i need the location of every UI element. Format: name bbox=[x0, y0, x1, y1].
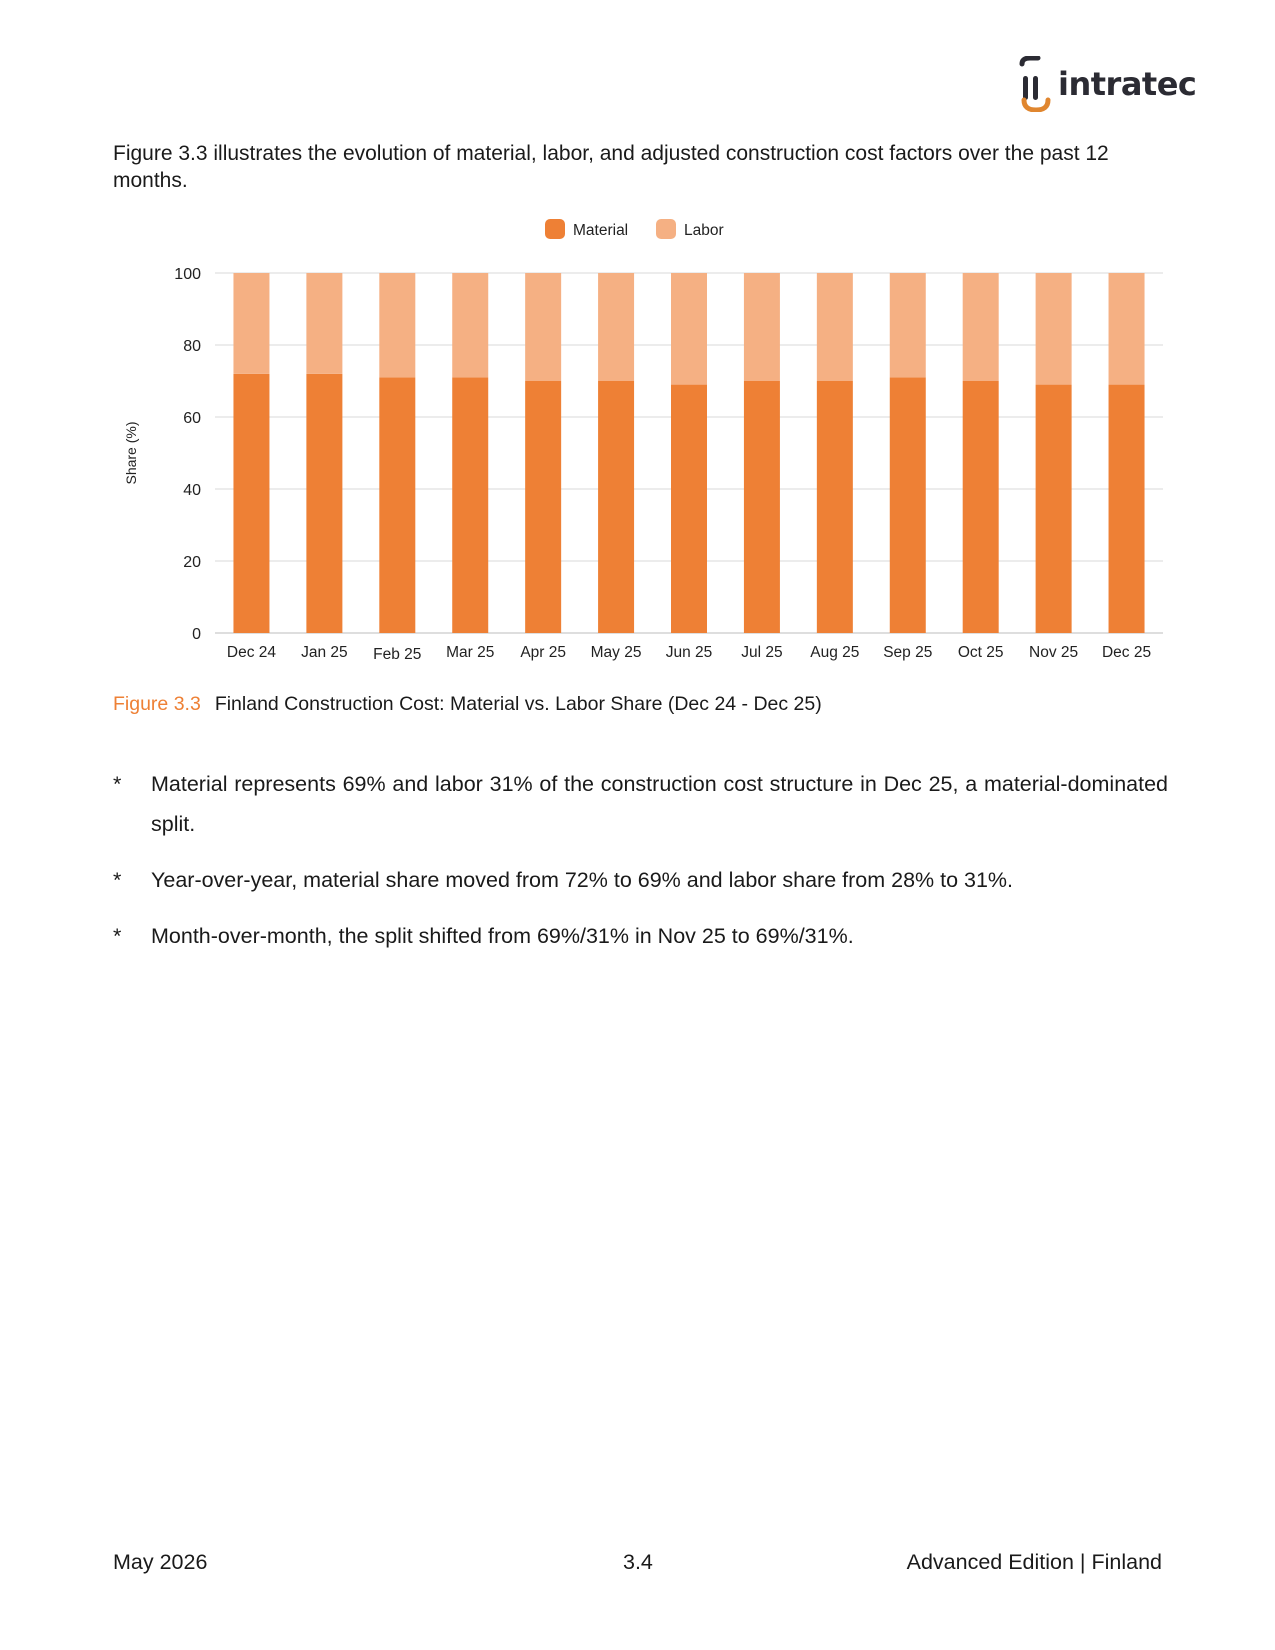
y-tick-label: 60 bbox=[183, 410, 201, 427]
y-tick-label: 0 bbox=[192, 626, 201, 643]
x-tick-label: Jul 25 bbox=[741, 644, 783, 661]
bar-material bbox=[598, 381, 634, 633]
figure-caption bbox=[113, 691, 822, 717]
footer-page-number: 3.4 bbox=[623, 1550, 653, 1574]
logo-wordmark: intratec bbox=[1058, 65, 1197, 103]
x-tick-label: Jun 25 bbox=[665, 644, 713, 661]
x-tick-label: Oct 25 bbox=[957, 644, 1004, 661]
bar-material bbox=[817, 381, 853, 633]
bullet-item bbox=[113, 860, 1168, 900]
x-tick-label: Sep 25 bbox=[883, 644, 933, 661]
legend-swatch bbox=[545, 219, 565, 239]
legend-label: Labor bbox=[684, 222, 724, 239]
bar-labor bbox=[1036, 273, 1072, 385]
bar-labor bbox=[452, 273, 488, 377]
x-tick-label: Feb 25 bbox=[373, 646, 422, 663]
bar-material bbox=[452, 377, 488, 633]
bar-labor bbox=[233, 273, 269, 374]
bullet-list bbox=[113, 764, 1168, 972]
y-axis-label: Share (%) bbox=[123, 421, 139, 485]
bar-material bbox=[963, 381, 999, 633]
bullet-text: Material represents 69% and labor 31% of the construction cost structure in Dec 25, a material-dominated split. bbox=[151, 772, 1168, 836]
legend-label: Material bbox=[573, 222, 629, 239]
x-tick-label: May 25 bbox=[590, 644, 642, 661]
bar-labor bbox=[671, 273, 707, 385]
figure-number: Figure 3.3 bbox=[113, 693, 201, 715]
bullet-text: Month-over-month, the split shifted from 69%/31% in Nov 25 to 69%/31%. bbox=[151, 924, 854, 948]
footer-date: May 2026 bbox=[113, 1550, 208, 1574]
legend-swatch bbox=[656, 219, 676, 239]
x-tick-label: Jan 25 bbox=[301, 644, 348, 661]
bar-material bbox=[1109, 385, 1145, 633]
bar-material bbox=[306, 374, 342, 633]
bullet-item bbox=[113, 764, 1168, 844]
bar-labor bbox=[306, 273, 342, 374]
logo-mark-icon bbox=[1018, 56, 1058, 112]
bar-labor bbox=[379, 273, 415, 377]
bar-labor bbox=[890, 273, 926, 377]
bar-material bbox=[525, 381, 561, 633]
y-tick-label: 40 bbox=[183, 482, 201, 499]
x-tick-label: Mar 25 bbox=[446, 644, 495, 661]
bar-material bbox=[744, 381, 780, 633]
bar-material bbox=[233, 374, 269, 633]
bar-labor bbox=[963, 273, 999, 381]
bullet-item bbox=[113, 916, 1168, 956]
figure-caption-text: Finland Construction Cost: Material vs. Labor Share (Dec 24 - Dec 25) bbox=[214, 693, 822, 715]
x-tick-label: Dec 25 bbox=[1101, 644, 1152, 661]
x-tick-label: Dec 24 bbox=[226, 644, 277, 661]
stacked-bar-chart bbox=[0, 205, 1275, 675]
bar-material bbox=[379, 377, 415, 633]
bar-labor bbox=[525, 273, 561, 381]
bar-material bbox=[1036, 385, 1072, 633]
bar-material bbox=[890, 377, 926, 633]
x-tick-label: Nov 25 bbox=[1029, 644, 1079, 661]
bar-labor bbox=[1109, 273, 1145, 385]
intratec-logo bbox=[1018, 56, 1197, 112]
bar-material bbox=[671, 385, 707, 633]
bullet-text: Year-over-year, material share moved from 72% to 69% and labor share from 28% to 31%. bbox=[151, 868, 1014, 892]
bar-labor bbox=[598, 273, 634, 381]
bullet-marker: * bbox=[113, 868, 122, 892]
y-tick-label: 80 bbox=[183, 338, 201, 355]
x-tick-label: Apr 25 bbox=[520, 644, 566, 661]
x-tick-label: Aug 25 bbox=[810, 644, 860, 661]
bullet-marker: * bbox=[113, 772, 122, 796]
y-tick-label: 20 bbox=[183, 554, 201, 571]
footer-edition: Advanced Edition | Finland bbox=[906, 1550, 1162, 1574]
bar-labor bbox=[744, 273, 780, 381]
bar-labor bbox=[817, 273, 853, 381]
bullet-marker: * bbox=[113, 924, 122, 948]
intro-text: Figure 3.3 illustrates the evolution of material, labor, and adjusted construction cost factors over the past 12 months. bbox=[113, 142, 1109, 192]
y-tick-label: 100 bbox=[174, 266, 201, 283]
